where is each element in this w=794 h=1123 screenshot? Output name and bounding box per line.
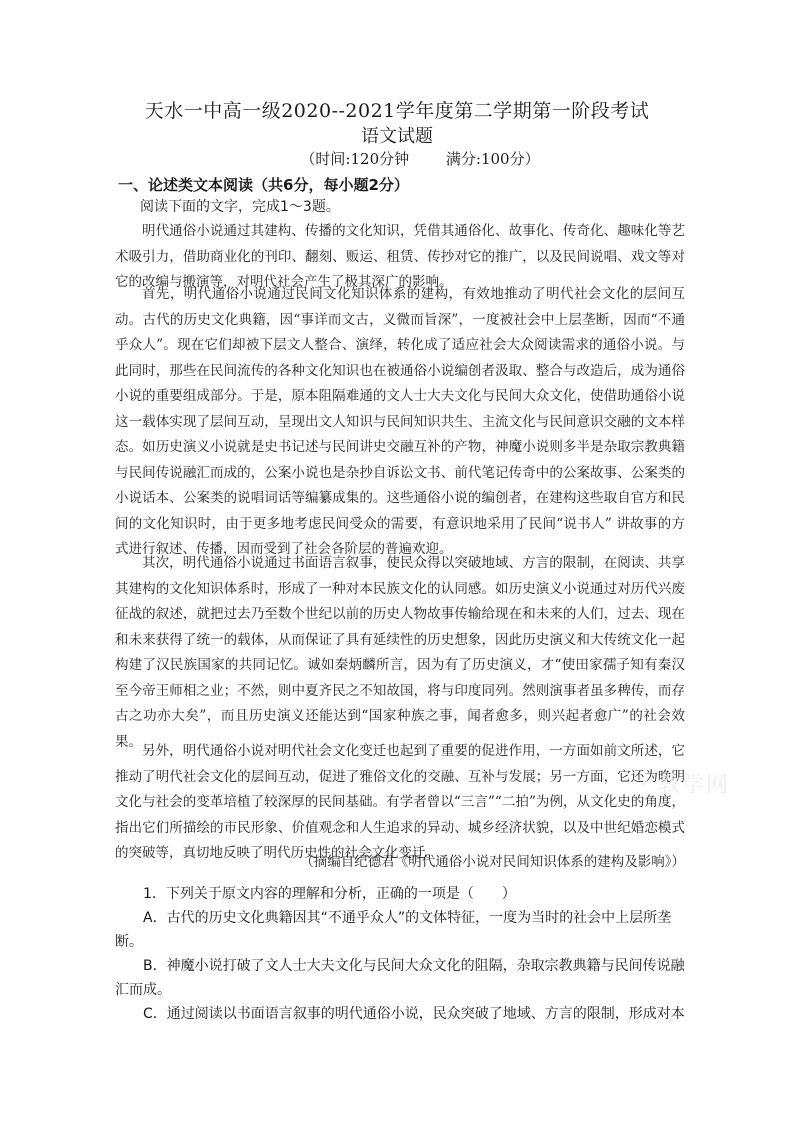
section-instruction: 阅读下面的文字，完成1～3题。 [140,199,340,215]
time-limit: （时间:120分钟 [300,150,410,168]
passage-paragraph-3: 其次，明代通俗小说通过书面语言叙事，使民众得以突破地域、方言的限制，在阅读、共享其建构的文化知识体系时，形成了一种对本民族文化的认同感。如历史演义小说通过对历代兴废征战的叙述，就把过去乃至数个世纪以前的历史人物故事传输给现在和未来的人们，过去、现在和未来获得了统一的载体，从而保证了具有延续性的历史想象，因此历史演义和大传统文化一起构建了汉民族国家的共同记忆。诚如秦炳麟所言，因为有了历史演义，才“使田家孺子知有秦汉至今帝王师相之业；不然，则中夏齐民之不知故国，将与印度同列。然则演事者虽多稗传，而存古之功亦大矣”，而且历史演义还能达到“国家种族之事，闻者愈多，则兴起者愈广”的社会效果。 [115,555,685,750]
passage-source: （摘编自纪德君《明代通俗小说对民间知识体系的建构及影响》） [300,854,685,870]
passage-paragraph-2: 首先，明代通俗小说通过民间文化知识体系的建构，有效地推动了明代社会文化的层间互动。古代的历史文化典籍，因“事详而文古，义微而旨深”，一度被社会中上层垄断，因而“不通乎众人”。现在它们却被下层文人整合、演绎，转化成了适应社会大众阅读需求的通俗小说。与此同时，那些在民间流传的各种文化知识也在被通俗小说编创者汲取、整合与改造后，成为通俗小说的重要组成部分。于是，原本阻隔难通的文人士大夫文化与民间大众文化，使借助通俗小说这一载体实现了层间互动，呈现出文人知识与民间知识共生、主流文化与民间意识交融的文本样态。如历史演义小说就是史书记述与民间讲史交融互补的产物，神魔小说则多半是杂取宗教典籍与民间传说融汇而成的，公案小说也是杂抄自诉讼文书、前代笔记传奇中的公案故事、公案类的小说话本、公案类的说唱词话等编纂成集的。这些通俗小说的编创者，在建构这些取自官方和民间的文化知识时，由于更多地考虑民间受众的需要，有意识地采用了民间“说书人” 讲故事的方式进行叙述、传播，因而受到了社会各阶层的普遍欢迎。 [115,286,685,557]
section-heading: 一、论述类文本阅读（共6分，每小题2分） [118,176,409,194]
exam-title: 天水一中高一级2020--2021学年度第二学期第一阶段考试 [144,100,650,122]
subject-title: 语文试题 [361,126,433,147]
question-1-option-c: C．通过阅读以书面语言叙事的明代通俗小说，民众突破了地域、方言的限制，形成对本 [143,1006,685,1022]
question-1-option-a: A．古代的历史文化典籍因其“不通乎众人”的文体特征，一度为当时的社会中上层所垄断。 [115,910,672,950]
watermark: · 教学网 [640,773,730,798]
passage-paragraph-4: 另外，明代通俗小说对明代社会文化变迁也起到了重要的促进作用，一方面如前文所述，它推动了明代社会文化的层间互动，促进了雅俗文化的交融、互补与发展；另一方面，它还为晚明文化与社会的变革培植了较深厚的民间基础。有学者曾以“三言”“二拍”为例，从文化史的角度，指出它们所描绘的市民形象、价值观念和人生追求的异动、城乡经济状貌，以及中世纪婚恋模式的突破等，真切地反映了明代历史性的社会文化变迁。 [115,743,685,861]
passage-paragraph-1: 明代通俗小说通过其建构、传播的文化知识，凭借其通俗化、故事化、传奇化、趣味化等艺术吸引力，借助商业化的刊印、翻刻、贩运、租赁、传抄对它的推广，以及民间说唱、戏文等对它的改编与搬演等，对明代社会产生了极其深广的影响。 [115,223,685,290]
question-1-option-b: B．神魔小说打破了文人士大夫文化与民间大众文化的阻隔，杂取宗教典籍与民间传说融汇而成。 [115,958,685,998]
question-1-stem: 1．下列关于原文内容的理解和分析，正确的一项是（ ） [143,886,516,902]
full-score: 满分:100分） [445,150,540,168]
exam-meta [120,148,720,169]
